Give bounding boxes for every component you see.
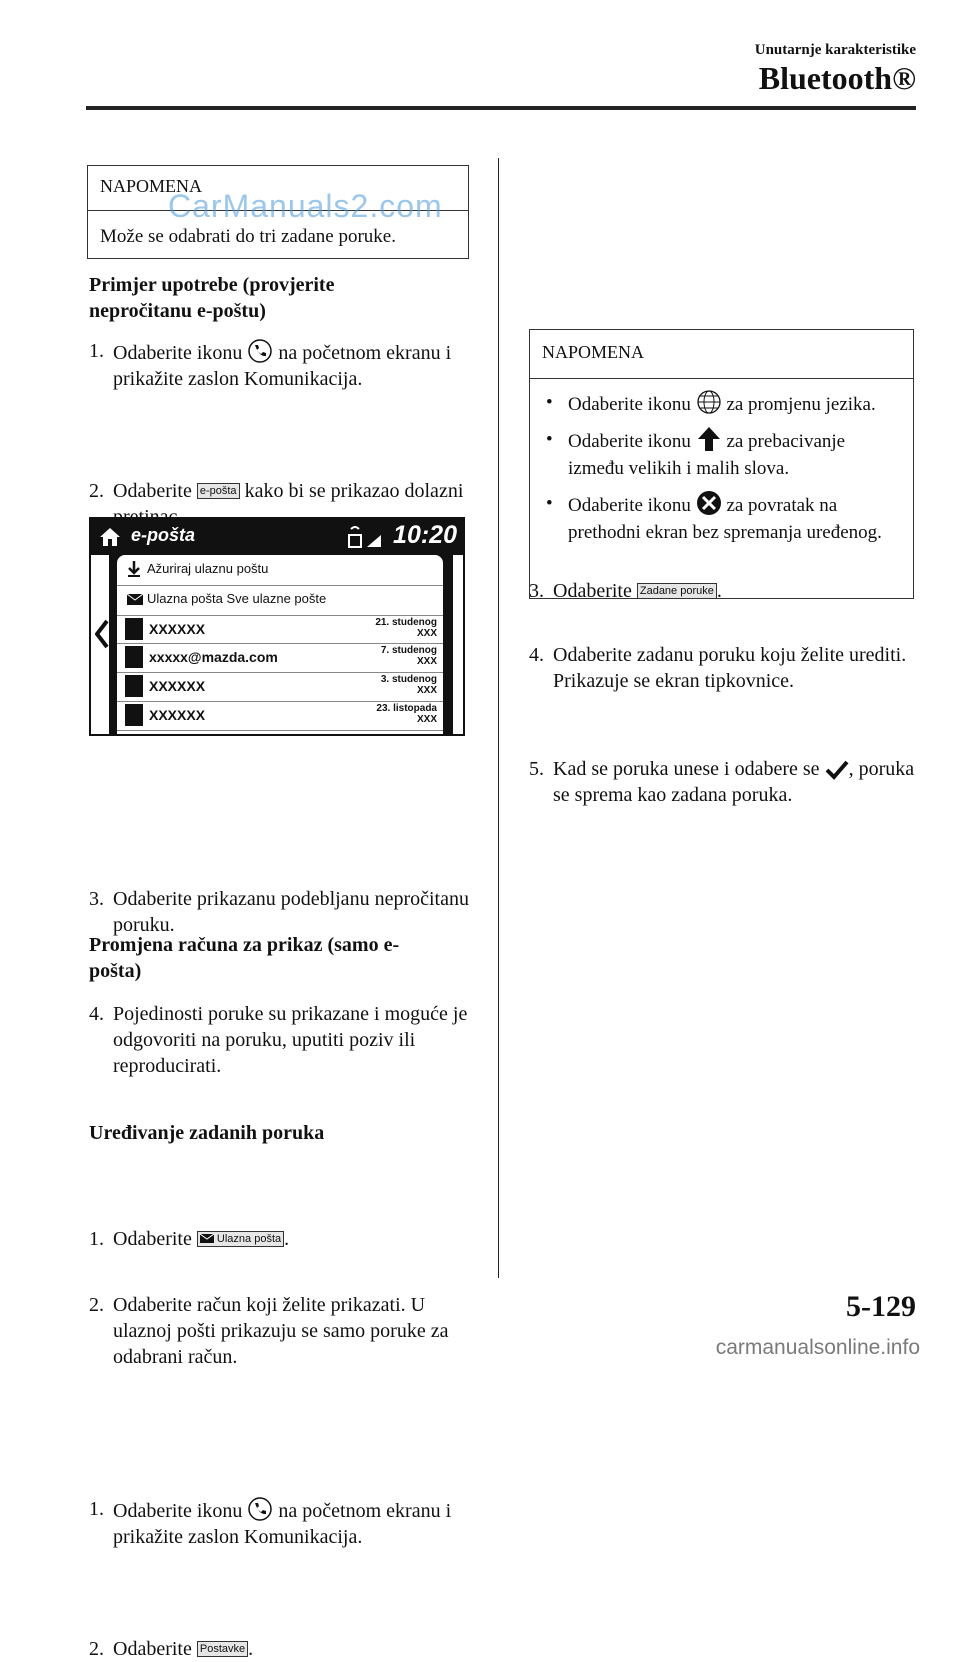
person-icon bbox=[125, 646, 143, 668]
update-label: Ažuriraj ulaznu poštu bbox=[147, 561, 269, 576]
screen-topbar bbox=[91, 519, 463, 555]
message-date: 23. listopada XXX bbox=[376, 703, 437, 725]
step-3: 3. Odaberite prikazanu podebljanu nepročitanu poruku. bbox=[89, 888, 469, 936]
person-icon bbox=[125, 704, 143, 726]
download-icon bbox=[127, 560, 141, 578]
clock: 10:20 bbox=[393, 521, 457, 549]
message-list bbox=[117, 555, 443, 734]
inbox-label: Ulazna pošta Sve ulazne pošte bbox=[147, 591, 327, 606]
section-heading: Promjena računa za prikaz (samo e-pošta) bbox=[89, 934, 400, 982]
envelope-icon bbox=[127, 594, 143, 605]
email-button[interactable]: e-pošta bbox=[197, 483, 240, 499]
cancel-icon bbox=[696, 490, 722, 516]
screen-panel bbox=[109, 555, 453, 734]
screen-title: e-pošta bbox=[131, 525, 196, 545]
step-4: 4. Odaberite zadanu poruku koju želite urediti. Prikazuje se ekran tipkovnice. bbox=[529, 644, 907, 692]
inbox-row[interactable] bbox=[117, 585, 443, 616]
note-bullet: • Odaberite ikonu za promjenu jezika. bbox=[542, 389, 901, 418]
step-1: 1. Odaberite ikonu na početnom ekranu i prikažite zaslon Komunikacija. bbox=[89, 1498, 452, 1548]
message-row[interactable] bbox=[117, 643, 443, 673]
step-2: 2. Odaberite račun koji želite prikazati. U ulaznoj pošti prikazuju se samo poruke za odabrani račun. bbox=[89, 1294, 449, 1368]
update-row[interactable] bbox=[117, 555, 443, 586]
default-messages-button[interactable]: Zadane poruke bbox=[637, 583, 717, 599]
section-header: Unutarnje karakteristike bbox=[754, 42, 916, 58]
note-heading: NAPOMENA bbox=[530, 330, 913, 379]
note-heading: NAPOMENA bbox=[88, 166, 468, 211]
step-4: 4. Pojedinosti poruke su prikazane i moguće je odgovoriti na poruku, uputiti poziv ili reproducirati. bbox=[89, 1003, 468, 1077]
globe-icon bbox=[696, 389, 722, 415]
note-bullet: • Odaberite ikonu za prebacivanje između velikih i malih slova. bbox=[542, 426, 901, 482]
step-1: 1. Odaberite ikonu na početnom ekranu i prikažite zaslon Komunikacija. bbox=[89, 340, 452, 390]
message-date: 3. studenog XXX bbox=[380, 674, 437, 696]
section-heading: Uređivanje zadanih poruka bbox=[89, 1122, 325, 1144]
message-sender: xxxxx@mazda.com bbox=[149, 649, 278, 665]
message-row[interactable] bbox=[117, 701, 443, 731]
phone-icon bbox=[247, 1496, 273, 1522]
signal-icon bbox=[345, 523, 385, 551]
message-row[interactable] bbox=[117, 615, 443, 644]
note-text: Može se odabrati do tri zadane poruke. bbox=[100, 226, 396, 247]
page-number: 5-129 bbox=[846, 1290, 916, 1323]
message-row[interactable] bbox=[117, 672, 443, 702]
note-box bbox=[529, 329, 914, 599]
message-date: 7. studenog XXX bbox=[380, 645, 437, 667]
header-rule bbox=[86, 106, 916, 110]
step-2: 2. Odaberite e-pošta kako bi se prikazao dolazni bbox=[89, 480, 464, 502]
phone-icon bbox=[247, 338, 273, 364]
person-icon bbox=[125, 618, 143, 640]
checkmark-icon bbox=[825, 760, 849, 780]
step-2: 2. Odaberite Postavke . bbox=[89, 1638, 254, 1660]
page-title: Bluetooth® bbox=[758, 60, 916, 96]
section-heading: Primjer upotrebe (provjerite nepročitanu e-poštu) bbox=[89, 274, 335, 322]
person-icon bbox=[125, 675, 143, 697]
step-1: 1. Odaberite Ulazna pošta . bbox=[89, 1228, 290, 1250]
shift-arrow-icon bbox=[696, 426, 722, 452]
home-icon[interactable] bbox=[99, 527, 121, 547]
footer-watermark: carmanualsonline.info bbox=[715, 1336, 920, 1359]
note-bullet: • Odaberite ikonu za povratak na prethodni ekran bez spremanja uređenog. bbox=[542, 490, 901, 546]
step-5: 5. Kad se poruka unese i odabere se , poruka se sprema kao zadana poruka. bbox=[529, 758, 915, 806]
note-body bbox=[530, 379, 913, 566]
inbox-button[interactable]: Ulazna pošta bbox=[197, 1231, 284, 1247]
step-3: 3. Odaberite Zadane poruke . bbox=[529, 580, 722, 602]
envelope-icon bbox=[200, 1234, 214, 1243]
message-date: 21. studenog XXX bbox=[375, 617, 437, 639]
message-sender: XXXXXX bbox=[149, 678, 206, 694]
column-divider bbox=[498, 158, 499, 1278]
settings-button[interactable]: Postavke bbox=[197, 1641, 248, 1657]
message-sender: XXXXXX bbox=[149, 621, 206, 637]
watermark: CarManuals2.com bbox=[168, 188, 443, 224]
message-sender: XXXXXX bbox=[149, 707, 206, 723]
back-arrow-icon[interactable] bbox=[95, 619, 109, 649]
email-screen bbox=[89, 517, 465, 736]
